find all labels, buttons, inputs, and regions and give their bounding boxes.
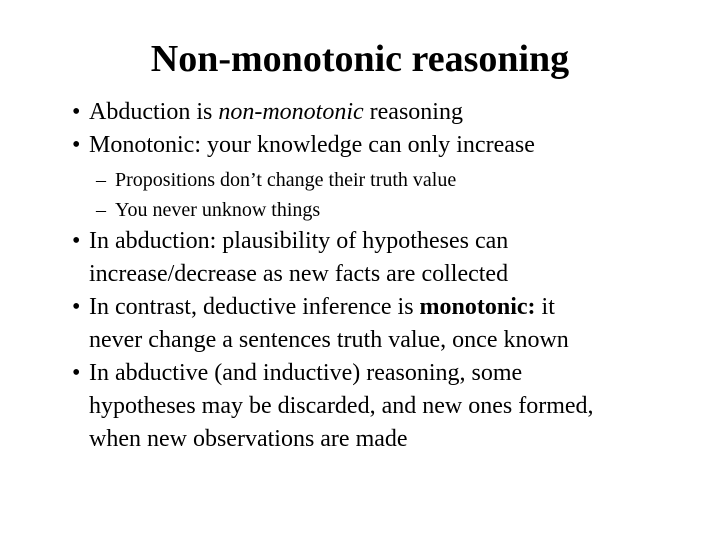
bullet-text	[89, 96, 692, 129]
bullet-text-plain: Abduction is	[89, 99, 219, 125]
bullet-list	[72, 96, 692, 456]
sub-bullet-text: You never unknow things	[115, 199, 321, 221]
bullet-monotonic-definition	[72, 129, 692, 162]
bullet-text-line	[89, 291, 692, 324]
bullet-text-plain: In contrast, deductive inference is	[89, 294, 420, 320]
dash-marker: –	[96, 169, 106, 191]
bullet-text-line: never change a sentences truth value, once known	[89, 327, 569, 353]
dash-marker: –	[96, 199, 106, 221]
sub-bullet-text: Propositions don’t change their truth value	[115, 169, 457, 191]
bullet-deductive-contrast	[72, 291, 692, 357]
sub-bullet-unknow	[72, 195, 692, 225]
bullet-text: Monotonic: your knowledge can only increase	[89, 132, 535, 158]
bullet-marker: •	[72, 99, 81, 125]
bullet-marker: •	[72, 132, 81, 158]
bullet-text-line: In abductive (and inductive) reasoning, some	[89, 360, 523, 386]
bullet-text-line: In abduction: plausibility of hypotheses can	[89, 228, 509, 254]
slide-title: Non-monotonic reasoning	[150, 38, 570, 80]
bullet-text-bold: monotonic:	[419, 294, 536, 320]
bullet-abduction-plausibility	[72, 225, 692, 291]
bullet-text-line: increase/decrease as new facts are collected	[89, 261, 509, 287]
bullet-text-plain: it	[535, 294, 555, 320]
bullet-text-italic: non-monotonic	[218, 99, 364, 125]
bullet-abduction-nonmonotonic	[72, 96, 692, 129]
bullet-marker: •	[72, 294, 81, 320]
bullet-marker: •	[72, 228, 81, 254]
bullet-marker: •	[72, 360, 81, 386]
bullet-text-line: when new observations are made	[89, 426, 408, 452]
bullet-text-line: hypotheses may be discarded, and new ones formed,	[89, 393, 594, 419]
bullet-abductive-inductive	[72, 357, 692, 456]
bullet-text-plain: reasoning	[363, 99, 463, 125]
sub-bullet-propositions	[72, 165, 692, 195]
